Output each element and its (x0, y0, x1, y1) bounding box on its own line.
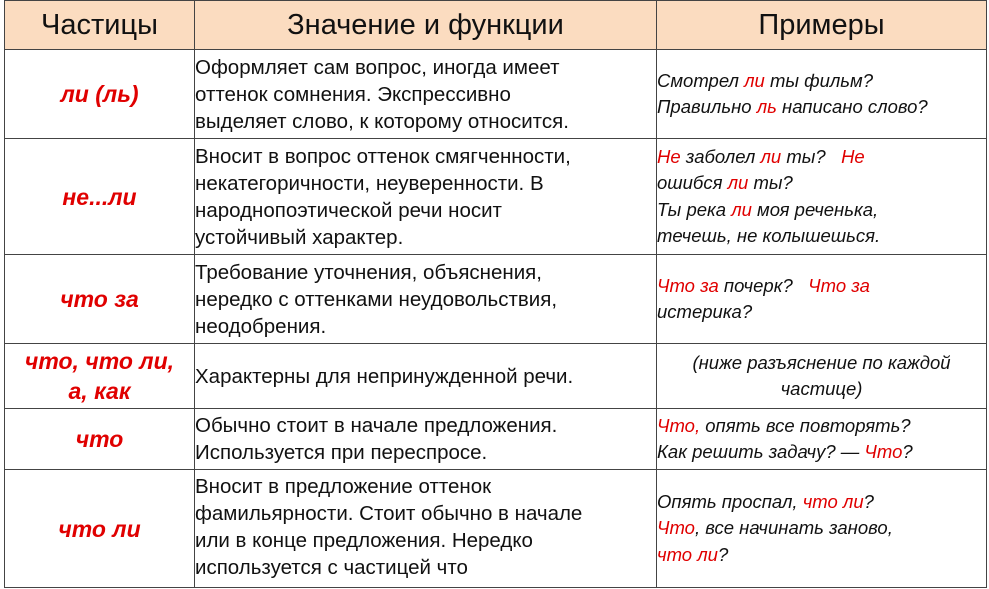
highlighted-particle: что ли (657, 543, 718, 565)
example-text: ? (863, 490, 874, 512)
example-text: (ниже разъяснение по каждой (692, 351, 951, 373)
meaning-cell (195, 409, 657, 470)
meaning-cell (195, 50, 657, 139)
example-line (657, 197, 986, 224)
example-line (657, 376, 986, 403)
example-line (657, 94, 986, 121)
example-text: ? (902, 441, 913, 462)
particle-cell (5, 344, 195, 409)
highlighted-particle: Что, (657, 414, 701, 436)
particle-cell: что (5, 409, 195, 470)
meaning-line: народнопоэтической речи носит (195, 198, 502, 222)
example-line (657, 439, 986, 466)
example-text: течешь, не колышешься. (657, 225, 881, 246)
example-text: , все начинать заново, (694, 517, 893, 539)
meaning-cell (195, 255, 657, 344)
meaning-line: неодобрения. (195, 314, 327, 338)
example-text: ты фильм? (764, 69, 873, 91)
meaning-line: некатегоричности, неуверенности. В (195, 171, 544, 195)
example-line (657, 350, 986, 377)
example-text: Опять проспал, (657, 490, 803, 512)
meaning-line: используется с частицей что (195, 556, 468, 579)
meaning-line: Вносит в предложение оттенок (195, 475, 492, 498)
meaning-line: нередко с оттенками неудовольствия, (195, 287, 558, 311)
particle-line: а, как (68, 378, 131, 404)
particle-cell: что ли (5, 470, 195, 588)
highlighted-particle: ли (731, 198, 752, 220)
example-line (657, 515, 986, 542)
highlighted-particle: Что (657, 517, 695, 539)
particle-cell: что за (5, 255, 195, 344)
example-line (657, 273, 986, 300)
example-text: почерк? (718, 274, 809, 296)
particle-line: что, что ли, (24, 348, 175, 374)
example-line (657, 489, 986, 516)
example-line (657, 223, 986, 250)
example-cell (657, 255, 987, 344)
highlighted-particle: Что за (808, 274, 870, 296)
example-text: заболел (680, 145, 761, 167)
example-cell (657, 139, 987, 255)
meaning-line: оттенок сомнения. Экспрессивно (195, 82, 511, 106)
meaning-cell (195, 470, 657, 588)
header-particles: Частицы (5, 1, 195, 50)
example-text: ты? (748, 172, 793, 193)
example-cell (657, 50, 987, 139)
example-cell (657, 344, 987, 409)
example-line (657, 170, 986, 197)
meaning-line: Используется при переспросе. (195, 441, 488, 464)
meaning-line: Вносит в вопрос оттенок смягченности, (195, 144, 571, 168)
example-line (657, 68, 986, 95)
example-text: ошибся (657, 172, 728, 193)
table-body (5, 50, 987, 588)
meaning-line: Оформляет сам вопрос, иногда имеет (195, 55, 560, 79)
table-row (5, 255, 987, 344)
example-line (657, 542, 986, 569)
meaning-line: фамильярности. Стоит обычно в начале (195, 502, 583, 525)
meaning-line: устойчивый характер. (195, 225, 404, 249)
meaning-line: Обычно стоит в начале предложения. (195, 414, 558, 437)
example-text: истерика? (657, 301, 753, 322)
header-meaning: Значение и функции (195, 1, 657, 50)
particle-cell: ли (ль) (5, 50, 195, 139)
meaning-line: или в конце предложения. Нередко (195, 529, 533, 552)
meaning-cell (195, 139, 657, 255)
example-text: частице) (780, 378, 863, 399)
highlighted-particle: ли (744, 69, 765, 91)
meaning-line: Требование уточнения, объяснения, (195, 260, 542, 284)
highlighted-particle: Что за (657, 274, 719, 296)
example-line (657, 144, 986, 171)
particles-table (4, 0, 987, 588)
example-text: ? (717, 543, 729, 565)
highlighted-particle: ли (727, 172, 749, 193)
highlighted-particle: что ли (802, 490, 864, 512)
example-text: Как решить задачу? — (657, 441, 865, 462)
table-row (5, 50, 987, 139)
meaning-line: выделяет слово, к которому относится. (195, 109, 569, 133)
example-text: написано слово? (776, 96, 928, 117)
example-text: опять все повторять? (700, 414, 911, 436)
meaning-line: Характерны для непринужденной речи. (195, 364, 574, 388)
highlighted-particle: Не (657, 145, 681, 167)
example-text: Ты река (657, 198, 732, 220)
example-line (657, 299, 986, 326)
table-row (5, 470, 987, 588)
header-examples: Примеры (657, 1, 987, 50)
highlighted-particle: Что (864, 441, 903, 462)
particle-cell: не...ли (5, 139, 195, 255)
meaning-cell (195, 344, 657, 409)
example-text: Правильно (657, 96, 757, 117)
table-row (5, 409, 987, 470)
table-row (5, 139, 987, 255)
example-text: ты? (781, 145, 842, 167)
example-cell (657, 409, 987, 470)
example-cell (657, 470, 987, 588)
example-line (657, 413, 986, 440)
highlighted-particle: ль (756, 96, 777, 117)
example-text: Смотрел (657, 69, 745, 91)
highlighted-particle: ли (760, 145, 782, 167)
header-row (5, 1, 987, 50)
example-text: моя реченька, (751, 198, 879, 220)
highlighted-particle: Не (841, 145, 865, 167)
table-row (5, 344, 987, 409)
